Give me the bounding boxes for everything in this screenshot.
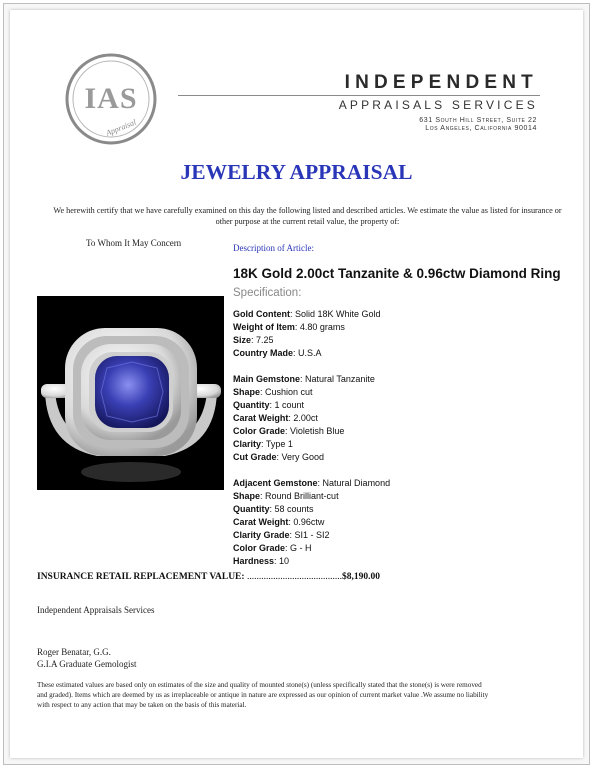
insurance-value-line	[37, 572, 380, 582]
spec-hardness: Hardness: 10	[233, 556, 290, 566]
ring-photo	[37, 296, 224, 490]
brand-subtitle: APPRAISALS SERVICES	[338, 98, 538, 112]
spec-adjacent-gemstone: Adjacent Gemstone: Natural Diamond	[233, 478, 391, 488]
spec-main-cut: Cut Grade: Very Good	[233, 452, 325, 462]
spec-adjacent-quantity: Quantity: 58 counts	[233, 504, 314, 514]
spec-label: Cut Grade	[233, 452, 277, 462]
specification-label: Specification:	[233, 287, 302, 299]
certification-text: We herewith certify that we have carefully examined on this day the following listed and described articles. We estimate the value as listed for insurance or other purpose at the current retail value, the property of:	[53, 206, 562, 226]
disclaimer: These estimated values are based only on estimates of the size and quality of mounted stone(s) (unless specifically stated that the stone(s) is were removed and graded). Items which are deemed by us as irreplaceable or antique in nature are expressed as our opinion of current market value .We assume no liability with respect to any action that may be taken on the basis of this material.	[37, 681, 489, 709]
spec-value: 2.00ct	[293, 413, 318, 423]
spec-value: 58 counts	[274, 504, 314, 514]
spec-label: Carat Weight	[233, 413, 289, 423]
address-line-2: Los Angeles, California 90014	[425, 125, 537, 132]
spec-main-shape: Shape: Cushion cut	[233, 387, 313, 397]
spec-gold-content: Gold Content: Solid 18K White Gold	[233, 309, 381, 319]
insurance-amount: $8,190.00	[341, 572, 380, 582]
spec-value: SI1 - SI2	[294, 530, 330, 540]
spec-label: Color Grade	[233, 543, 286, 553]
spec-adjacent-shape: Shape: Round Brilliant-cut	[233, 491, 339, 501]
spec-label: Country Made	[233, 348, 294, 358]
spec-value: 1 count	[274, 400, 305, 410]
company-name: Independent Appraisals Services	[37, 605, 155, 615]
spec-label: Shape	[233, 491, 261, 501]
spec-value: 0.96ctw	[293, 517, 325, 527]
spec-value: 10	[279, 556, 290, 566]
brand-divider	[178, 95, 540, 96]
spec-label: Weight of Item	[233, 322, 295, 332]
address-line-1: 631 South Hill Street, Suite 22	[419, 117, 537, 124]
spec-label: Carat Weight	[233, 517, 289, 527]
spec-label: Shape	[233, 387, 261, 397]
spec-main-color: Color Grade: Violetish Blue	[233, 426, 345, 436]
spec-label: Quantity	[233, 400, 270, 410]
spec-label: Hardness	[233, 556, 275, 566]
spec-label: Clarity Grade	[233, 530, 290, 540]
brand-name: INDEPENDENT	[344, 72, 538, 93]
spec-size: Size: 7.25	[233, 335, 274, 345]
spec-value: Type 1	[265, 439, 293, 449]
spec-adjacent-color: Color Grade: G - H	[233, 543, 312, 553]
spec-label: Size	[233, 335, 252, 345]
appraiser-title: G.I.A Graduate Gemologist	[37, 659, 137, 669]
spec-label: Adjacent Gemstone	[233, 478, 318, 488]
spec-country: Country Made: U.S.A	[233, 348, 322, 358]
spec-value: 4.80 grams	[299, 322, 345, 332]
spec-label: Clarity	[233, 439, 262, 449]
logo-subtext: Appraisal	[104, 117, 138, 138]
spec-value: Natural Tanzanite	[305, 374, 375, 384]
insurance-dots: ........................................	[246, 572, 342, 582]
spec-weight: Weight of Item: 4.80 grams	[233, 322, 345, 332]
spec-value: U.S.A	[298, 348, 322, 358]
insurance-label: INSURANCE RETAIL REPLACEMENT VALUE:	[37, 572, 245, 582]
spec-main-carat: Carat Weight: 2.00ct	[233, 413, 318, 423]
page-title: JEWELRY APPRAISAL	[180, 160, 413, 184]
spec-value: Round Brilliant-cut	[265, 491, 339, 501]
spec-label: Gold Content	[233, 309, 290, 319]
item-title: 18K Gold 2.00ct Tanzanite & 0.96ctw Diamond Ring	[233, 266, 561, 281]
recipient: To Whom It May Concern	[86, 238, 182, 248]
description-label: Description of Article:	[233, 243, 314, 253]
spec-adjacent-carat: Carat Weight: 0.96ctw	[233, 517, 325, 527]
appraiser-name: Roger Benatar, G.G.	[37, 647, 111, 657]
spec-value: G - H	[290, 543, 312, 553]
spec-value: Natural Diamond	[322, 478, 391, 488]
spec-value: Violetish Blue	[290, 426, 345, 436]
spec-value: Solid 18K White Gold	[295, 309, 381, 319]
spec-value: 7.25	[256, 335, 274, 345]
spec-label: Quantity	[233, 504, 270, 514]
spec-main-gemstone: Main Gemstone: Natural Tanzanite	[233, 374, 375, 384]
spec-adjacent-clarity: Clarity Grade: SI1 - SI2	[233, 530, 330, 540]
logo-text: IAS	[84, 82, 138, 115]
ias-logo	[64, 52, 158, 146]
spec-value: Cushion cut	[265, 387, 313, 397]
spec-label: Main Gemstone	[233, 374, 301, 384]
spec-label: Color Grade	[233, 426, 286, 436]
spec-main-clarity: Clarity: Type 1	[233, 439, 293, 449]
spec-value: Very Good	[281, 452, 325, 462]
spec-main-quantity: Quantity: 1 count	[233, 400, 305, 410]
